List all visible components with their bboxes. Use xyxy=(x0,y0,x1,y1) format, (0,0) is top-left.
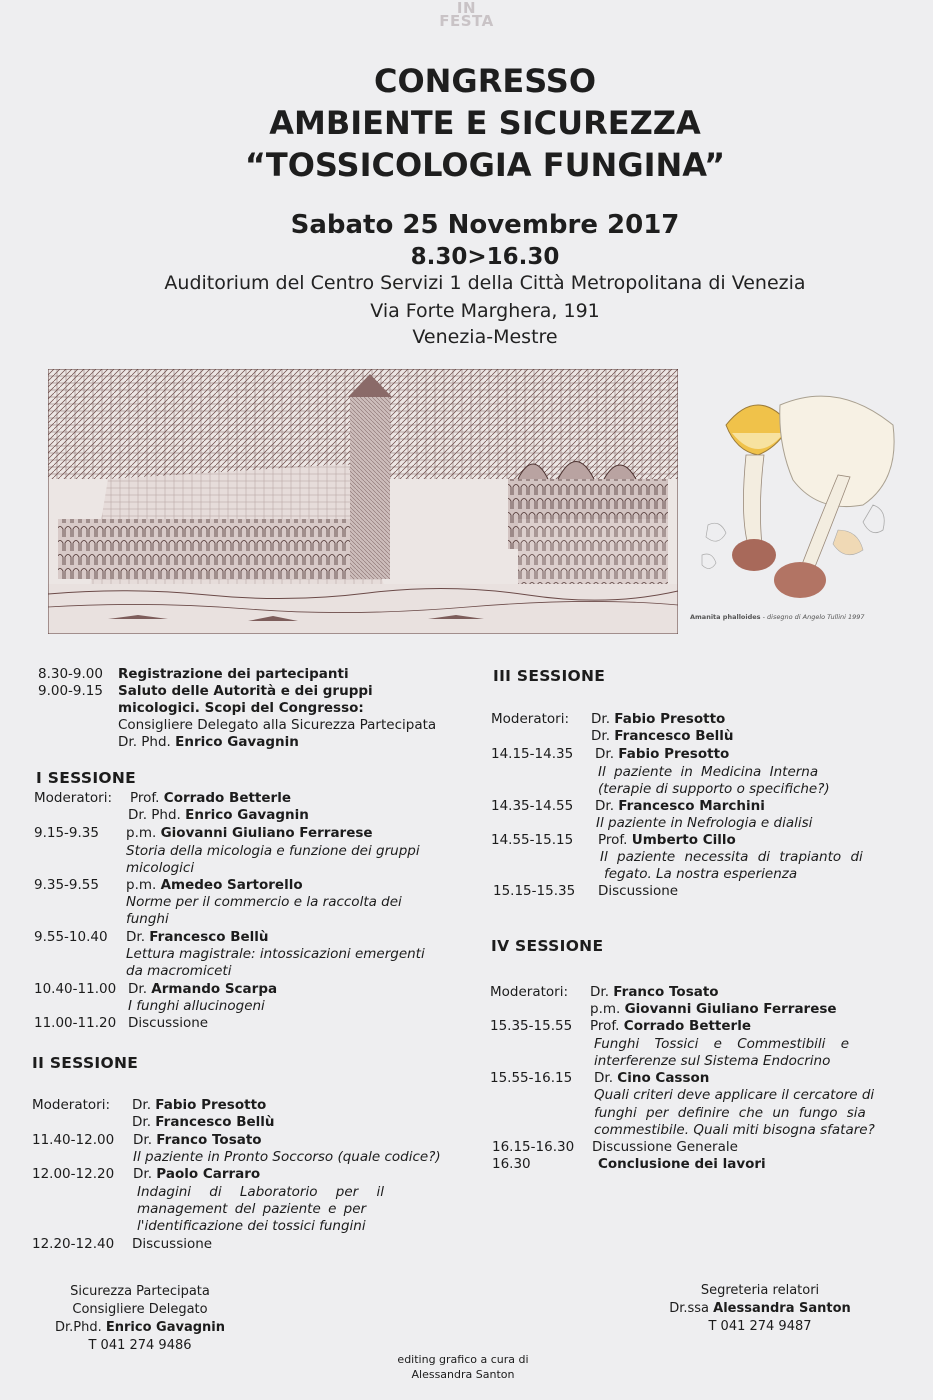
discussion-label: Discussione Generale xyxy=(592,1139,738,1155)
discussion-label: Discussione xyxy=(132,1236,213,1252)
speaker-name: Enrico Gavagnin xyxy=(105,1320,226,1335)
session-4-title: IV SESSIONE xyxy=(491,937,604,955)
speaker-title: Prof. xyxy=(130,790,164,806)
speaker-name: Franco Tosato xyxy=(613,984,719,1000)
discussion-label: Discussione xyxy=(598,883,679,899)
speaker-title: Dr. xyxy=(591,728,615,744)
title-theme: AMBIENTE E SICUREZZA xyxy=(269,104,701,142)
talk-topic-cont: (terapie di supporto o specifiche?) xyxy=(598,781,830,797)
registration-text: Registrazione dei partecipanti xyxy=(118,666,349,682)
session-1-moderator-1 xyxy=(130,790,291,807)
speaker-title: Dr. xyxy=(128,981,152,997)
talk-speaker xyxy=(128,981,277,998)
session-4-moderator-2 xyxy=(590,1001,837,1018)
talk-speaker xyxy=(126,877,303,894)
talk-topic-cont: funghi per definire che un fungo sia xyxy=(594,1105,866,1121)
talk-speaker xyxy=(126,825,373,842)
speaker-name: Amedeo Sartorello xyxy=(160,877,303,893)
speaker-title: Dr.Phd. xyxy=(54,1320,106,1335)
speaker-name: Enrico Gavagnin xyxy=(175,734,299,750)
speaker-name: Francesco Bellù xyxy=(155,1114,275,1130)
speaker-title: p.m. xyxy=(590,1001,625,1017)
session-1-moderator-2 xyxy=(128,807,309,824)
brand-line2: FESTA xyxy=(439,12,494,30)
talk-topic-cont: commestibile. Quali miti bisogna sfatare? xyxy=(594,1122,875,1138)
speaker-title: Dr.ssa xyxy=(669,1301,714,1316)
talk-topic-cont: l'identificazione dei tossici fungini xyxy=(137,1218,366,1234)
caption-credit: - disegno di Angelo Tullini 1997 xyxy=(760,613,865,621)
talk-time: 14.55-15.15 xyxy=(491,832,574,848)
speaker-name: Fabio Presotto xyxy=(618,746,730,762)
talk-time: 14.35-14.55 xyxy=(491,798,574,814)
welcome-speaker xyxy=(118,734,299,751)
session-3-title: III SESSIONE xyxy=(493,667,606,685)
session-3-moderator-1 xyxy=(591,711,725,728)
speaker-title: p.m. xyxy=(126,877,161,893)
talk-topic: Il paziente necessita di trapianto di xyxy=(600,849,863,865)
speaker-name: Francesco Bellù xyxy=(614,728,734,744)
talk-topic: Il paziente in Medicina Interna xyxy=(598,764,819,780)
speaker-title: Dr. xyxy=(132,1114,156,1130)
registration-time: 8.30-9.00 xyxy=(38,666,103,682)
talk-time: 12.00-12.20 xyxy=(32,1166,115,1182)
talk-speaker xyxy=(598,832,736,849)
speaker-name: Umberto Cillo xyxy=(631,832,736,848)
talk-time: 9.35-9.55 xyxy=(34,877,99,893)
venue-city: Venezia-Mestre xyxy=(412,326,558,348)
speaker-name: Cino Casson xyxy=(617,1070,710,1086)
talk-topic-cont: fegato. La nostra esperienza xyxy=(604,866,798,882)
session-4-moderator-1 xyxy=(590,984,719,1001)
talk-speaker xyxy=(595,746,729,763)
session-3-moderators-label: Moderatori: xyxy=(491,711,570,727)
speaker-name: Fabio Presotto xyxy=(155,1097,267,1113)
session-2-moderator-2 xyxy=(132,1114,275,1131)
footer-right-contact xyxy=(640,1300,880,1318)
speaker-name: Franco Tosato xyxy=(156,1132,262,1148)
title-congress: CONGRESSO xyxy=(373,62,597,100)
credit-line-1: editing grafico a cura di xyxy=(397,1353,529,1366)
speaker-title: p.m. xyxy=(126,825,161,841)
talk-topic-cont: funghi xyxy=(126,911,169,927)
talk-time: 15.15-15.35 xyxy=(493,883,576,899)
talk-time: 16.15-16.30 xyxy=(492,1139,575,1155)
speaker-name: Giovanni Giuliano Ferrarese xyxy=(160,825,373,841)
speaker-title: Dr. xyxy=(595,798,619,814)
footer-credit xyxy=(363,1352,563,1382)
speaker-title: Dr. xyxy=(594,1070,618,1086)
brand-logo xyxy=(0,2,933,28)
title-subject: “TOSSICOLOGIA FUNGINA” xyxy=(244,146,726,184)
session-2-moderators-label: Moderatori: xyxy=(32,1097,111,1113)
session-4-moderators-label: Moderatori: xyxy=(490,984,569,1000)
footer-left-block xyxy=(20,1283,260,1355)
talk-speaker xyxy=(590,1018,751,1035)
speaker-name: Paolo Carraro xyxy=(156,1166,261,1182)
speaker-name: Fabio Presotto xyxy=(614,711,726,727)
speaker-title: Dr. Phd. xyxy=(118,734,176,750)
talk-speaker xyxy=(595,798,765,815)
talk-time: 11.00-11.20 xyxy=(34,1015,117,1031)
amanita-illustration xyxy=(688,385,908,625)
talk-time: 16.30 xyxy=(492,1156,531,1172)
session-1-title: I SESSIONE xyxy=(36,769,137,787)
speaker-name: Alessandra Santon xyxy=(713,1301,851,1316)
footer-right-role: Segreteria relatori xyxy=(700,1283,820,1298)
brand-line1: IN xyxy=(456,0,477,17)
talk-time: 14.15-14.35 xyxy=(491,746,574,762)
speaker-title: Prof. xyxy=(590,1018,624,1034)
talk-time: 10.40-11.00 xyxy=(34,981,117,997)
talk-time: 12.20-12.40 xyxy=(32,1236,115,1252)
footer-left-phone: T 041 274 9486 xyxy=(88,1338,192,1353)
talk-topic: Il paziente in Nefrologia e dialisi xyxy=(596,815,813,831)
venue-name: Auditorium del Centro Servizi 1 della Città Metropolitana di Venezia xyxy=(164,272,806,294)
talk-topic-cont: management del paziente e per xyxy=(137,1201,367,1217)
event-date: Sabato 25 Novembre 2017 xyxy=(290,210,680,240)
talk-time: 15.35-15.55 xyxy=(490,1018,573,1034)
caption-species: Amanita phalloides xyxy=(690,613,761,621)
footer-right-block xyxy=(640,1282,880,1336)
speaker-title: Dr. xyxy=(590,984,614,1000)
illustration-caption xyxy=(690,613,865,621)
speaker-name: Francesco Marchini xyxy=(618,798,765,814)
speaker-title: Dr. Phd. xyxy=(128,807,186,823)
session-3-moderator-2 xyxy=(591,728,734,745)
speaker-name: Francesco Bellù xyxy=(149,929,269,945)
talk-topic: Funghi Tossici e Commestibili e xyxy=(594,1036,850,1052)
talk-speaker xyxy=(594,1070,709,1087)
speaker-title: Dr. xyxy=(591,711,615,727)
venice-engraving xyxy=(48,369,678,634)
talk-topic: I funghi allucinogeni xyxy=(128,998,265,1014)
talk-topic: Storia della micologia e funzione dei gruppi xyxy=(126,843,420,859)
speaker-title: Dr. xyxy=(126,929,150,945)
speaker-name: Corrado Betterle xyxy=(163,790,291,806)
footer-left-role: Consigliere Delegato xyxy=(72,1302,208,1317)
discussion-label: Discussione xyxy=(128,1015,209,1031)
speaker-title: Prof. xyxy=(598,832,632,848)
venue-address: Via Forte Marghera, 191 xyxy=(370,300,600,322)
talk-speaker xyxy=(126,929,269,946)
speaker-title: Dr. xyxy=(133,1166,157,1182)
talk-topic-cont: micologici xyxy=(126,860,195,876)
speaker-name: Corrado Betterle xyxy=(623,1018,751,1034)
talk-time: 15.55-16.15 xyxy=(490,1070,573,1086)
event-time: 8.30>16.30 xyxy=(410,244,560,270)
talk-topic: Indagini di Laboratorio per il xyxy=(137,1184,384,1200)
closing-label: Conclusione dei lavori xyxy=(598,1156,766,1172)
talk-topic-cont: interferenze sul Sistema Endocrino xyxy=(594,1053,831,1069)
talk-topic: Il paziente in Pronto Soccorso (quale codice?) xyxy=(133,1149,441,1165)
footer-right-phone: T 041 274 9487 xyxy=(708,1319,812,1334)
talk-speaker xyxy=(133,1166,260,1183)
talk-topic: Norme per il commercio e la raccolta dei xyxy=(126,894,402,910)
footer-left-contact xyxy=(20,1319,260,1337)
session-2-moderator-1 xyxy=(132,1097,266,1114)
talk-speaker xyxy=(133,1132,262,1149)
talk-topic-cont: da macromiceti xyxy=(126,963,232,979)
session-2-title: II SESSIONE xyxy=(32,1054,139,1072)
welcome-text-3: Consigliere Delegato alla Sicurezza Partecipata xyxy=(118,717,437,733)
talk-topic: Quali criteri deve applicare il cercatore di xyxy=(594,1087,875,1103)
talk-time: 9.15-9.35 xyxy=(34,825,99,841)
speaker-name: Armando Scarpa xyxy=(151,981,278,997)
welcome-text-2: micologici. Scopi del Congresso: xyxy=(118,700,364,716)
talk-time: 9.55-10.40 xyxy=(34,929,108,945)
talk-time: 11.40-12.00 xyxy=(32,1132,115,1148)
welcome-time: 9.00-9.15 xyxy=(38,683,103,699)
speaker-name: Giovanni Giuliano Ferrarese xyxy=(624,1001,837,1017)
speaker-title: Dr. xyxy=(132,1097,156,1113)
speaker-title: Dr. xyxy=(595,746,619,762)
session-1-moderators-label: Moderatori: xyxy=(34,790,113,806)
speaker-name: Enrico Gavagnin xyxy=(185,807,309,823)
talk-topic: Lettura magistrale: intossicazioni emergenti xyxy=(126,946,425,962)
welcome-text-1: Saluto delle Autorità e dei gruppi xyxy=(118,683,373,699)
speaker-title: Dr. xyxy=(133,1132,157,1148)
footer-left-org: Sicurezza Partecipata xyxy=(70,1284,210,1299)
credit-line-2: Alessandra Santon xyxy=(411,1368,515,1381)
